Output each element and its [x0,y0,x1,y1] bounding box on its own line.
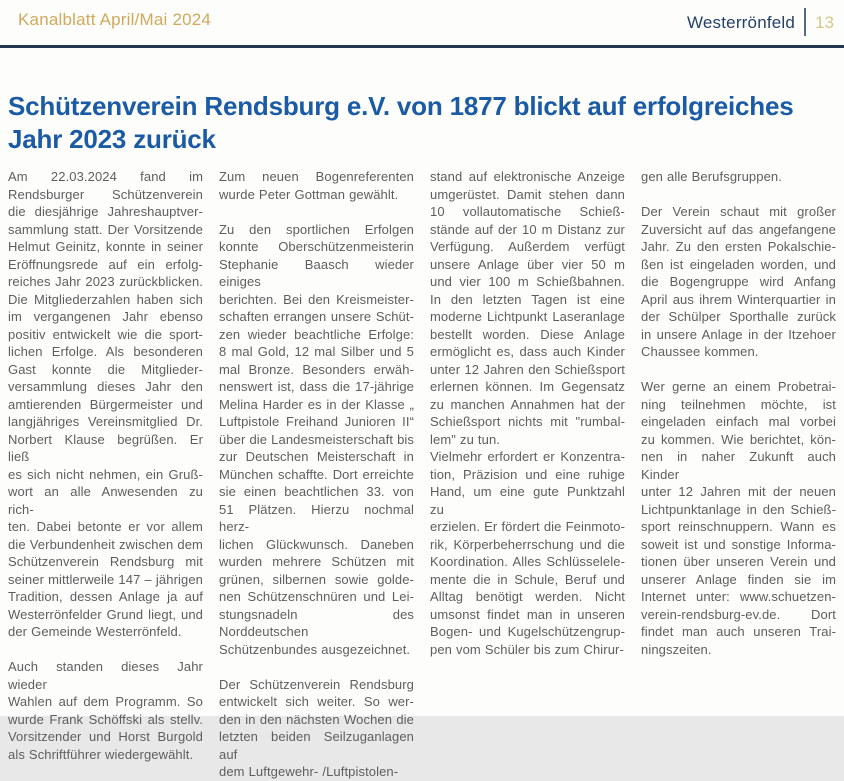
text-line: Gast konnte die Mitglieder- [8,361,203,377]
article-columns [0,168,844,781]
text-line: stände auf der 10 m Distanz zur [430,221,625,237]
text-line: Zum neuen Bogenreferenten [219,169,414,184]
text-line: bestellt worden. Diese Anlage [430,326,625,342]
paragraph [8,658,203,763]
text-line: amtierenden Bürgermeister und [8,396,203,412]
newsletter-title: Kanalblatt April/Mai 2024 [18,10,212,29]
text-line: Die Mitgliederzahlen haben sich [8,291,203,307]
text-line: Zuversicht auf das angefangene [641,221,836,237]
paragraph [641,378,836,658]
text-line: letzten beiden Seilzuganlagen auf [219,729,414,762]
text-line: Wer gerne an einem Probetrai- [641,379,836,394]
text-line: als Schriftführer wiedergewählt. [8,746,194,762]
text-line: unter 12 Jahren mit der neuen [641,484,836,499]
text-line: den in den nächsten Wochen die [219,711,414,727]
text-line: Lichtpunktanlage in den Schieß- [641,501,836,517]
header-right [687,10,834,36]
text-line: ßen ist eingeladen worden, und [641,256,836,272]
text-line: Hand, um eine gute Punktzahl zu [430,484,625,517]
text-line: erzielen. Er fördert die Feinmoto- [430,519,625,534]
paragraph [641,168,836,186]
text-line: eingeladen einfach mal vorbei [641,414,836,429]
text-line: ermöglicht es, dass auch Kinder [430,344,625,359]
article-column-1 [8,168,203,781]
text-line: langjähriges Vereinsmitglied Dr. [8,414,203,429]
text-line: Auch standen dieses Jahr wieder [8,659,203,692]
text-line: In den letzten Tagen ist eine [430,291,625,307]
article-column-4 [641,168,836,781]
text-line: nen in naher Zukunft auch Kinder [641,449,836,482]
text-line: im vergangenen Jahr ebenso [8,309,203,324]
text-line: lem" zu tun. [430,431,500,447]
article-column-2 [219,168,414,781]
text-line: ning teilnehmen möchte, ist [641,396,836,412]
text-line: Zu den sportlichen Erfolgen [219,221,414,237]
text-line: ningszeiten. [641,641,712,657]
text-line: Schießsport nichts mit "rumbal- [430,414,625,429]
text-line: versammlung dieses Jahr den [8,379,203,394]
text-line: die diesjährige Jahreshauptver- [8,204,203,219]
text-line: unserer Anlage finden sie im [641,571,836,587]
text-line: tionen über unseren Verein und [641,554,836,569]
text-line: Vielmehr erfordert er Konzentra- [430,449,625,464]
paragraph [641,203,836,361]
text-line: unsere Anlage über vier 50 m [430,256,625,272]
text-line: Der Schützenverein Rendsburg [219,676,414,692]
text-line: mente die in Schule, Beruf und [430,571,625,587]
paragraph [430,168,625,448]
text-line: Chaussee kommen. [641,344,759,359]
text-line: die Bogengruppe wird Anfang [641,274,836,289]
text-line: schaften errangen unsere Schüt- [219,309,414,324]
text-line: Westerrönfelder Grund liegt, und [8,606,203,622]
text-line: findet man auch unseren Trai- [641,624,836,639]
text-line: sammlung statt. Der Vorsitzende [8,221,203,237]
text-line: die Verbundenheit zwischen dem [8,536,203,552]
text-line: Internet unter: www.schuetzen- [641,589,836,604]
text-line: stand auf elektronische Anzeige [430,169,625,184]
text-line: nen Schützenschnüren und Lei- [219,589,414,604]
text-line: umsonst findet man in unseren [430,606,625,622]
text-line: April aus ihrem Winterquartier in [641,291,836,307]
text-line: soweit ist und sonstige Informa- [641,536,836,552]
text-line: moderne Lichtpunkt Laseranlage [430,309,625,324]
text-line: Stephanie Baasch wieder einiges [219,256,414,289]
location-label: Westerrönfeld [686,13,796,32]
text-line: tion, Präzision und eine ruhige [430,466,625,482]
text-line: Schützenbundes ausgezeichnet. [219,641,411,657]
header-rule [0,45,844,48]
text-line: rik, Körperbeherrschung und die [430,536,625,552]
text-line: zu kommen. Wie berichtet, kön- [641,431,836,447]
text-line: Jahr. Zu den ersten Pokalschie- [641,239,836,254]
text-line: Verfügung. Außerdem verfügt [430,239,625,254]
text-line: konnte Oberschützenmeisterin [219,239,414,254]
text-line: sport reinschnuppern. Wann es [641,519,836,534]
paragraph [430,448,625,658]
text-line: mal Bronze. Besonders erwäh- [219,361,414,377]
paragraph [219,168,414,203]
text-line: erlernen können. Im Gegensatz [430,379,625,394]
paragraph [219,221,414,659]
text-line: Norbert Klause begrüßen. Er ließ [8,431,203,464]
text-line: es sich nicht nehmen, ein Gruß- [8,466,203,482]
text-line: stungsnadeln des Norddeutschen [219,606,414,639]
text-line: ten. Dabei betonte er vor allem [8,519,203,534]
text-line: 51 Plätzen. Hierzu nochmal herz- [219,501,414,534]
text-line: zu manchen Annahmen hat der [430,396,625,412]
text-line: entwickelt sich weiter. So wer- [219,694,414,709]
text-line: sie einen beachtlichen 33. von [219,484,414,499]
text-line: der Gemeinde Westerrönfeld. [8,624,182,639]
text-line: Bogen- und Kugelschützengrup- [430,624,625,639]
text-line: dem Luftgewehr- /Luftpistolen- [219,764,399,779]
text-line: der Schülper Sporthalle zurück [641,309,836,324]
text-line: und vier 100 m Schießbahnen. [430,274,625,289]
text-line: seiner mittlerweile 147 – jährigen [8,571,203,587]
text-line: Alltag benötigt werden. Nicht [430,589,625,604]
page-number: 13 [815,13,834,32]
text-line: grünen, silbernen sowie golde- [219,571,414,587]
article-title: Schützenverein Rendsburg e.V. von 1877 blickt auf erfolgreiches Jahr 2023 zurück [8,91,794,154]
text-line: Vorsitzender und Horst Burgold [8,729,203,744]
text-line: 8 mal Gold, 12 mal Silber und 5 [219,344,414,359]
text-line: Schützenverein Rendsburg mit [8,554,203,569]
text-line: in unsere Anlage in der Itzehoer [641,326,836,342]
text-line: 10 vollautomatische Schieß- [430,204,625,219]
paragraph [219,676,414,781]
text-line: pen vom Schüler bis zum Chirur- [430,641,624,657]
text-line: Helmut Geinitz, konnte in seiner [8,239,203,254]
text-line: zur Deutschen Meisterschaft in [219,449,414,464]
text-line: Am 22.03.2024 fand im [8,169,203,184]
text-line: Tradition, dessen Anlage ja auf [8,589,203,604]
text-line: unter 12 Jahren den Schießsport [430,361,625,377]
text-line: zen wieder beachtliche Erfolge: [219,326,414,342]
text-line: Rendsburger Schützenverein [8,186,203,202]
text-line: Melina Harder es in der Klasse „ [219,396,414,412]
text-line: lichen Glückwunsch. Daneben [219,536,414,552]
text-line: wurde Peter Gottman gewählt. [219,186,399,202]
text-line: über die Landesmeisterschaft bis [219,431,414,447]
text-line: Koordination. Alles Schlüsselele- [430,554,625,569]
text-line: positiv entwickelt wie die sport- [8,326,203,342]
text-line: verein-rendsburg-ev.de. Dort [641,606,836,622]
text-line: Der Verein schaut mit großer [641,204,836,219]
text-line: Wahlen auf dem Programm. So [8,694,203,709]
text-line: Eröffnungsrede auf ein erfolg- [8,256,203,272]
text-line: München schaffte. Dort erreichte [219,466,414,482]
text-line: Luftpistole Freihand Junioren II“ [219,414,414,429]
text-line: gen alle Berufsgruppen. [641,169,782,184]
text-line: wort an alle Anwesenden zu rich- [8,484,203,517]
text-line: lichen Erfolge. Als besonderen [8,344,203,359]
text-line: berichten. Bei den Kreismeister- [219,291,414,307]
page-header [0,0,844,36]
paragraph [8,168,203,641]
text-line: nenswert ist, dass die 17-jährige [219,379,414,394]
text-line: wurde Frank Schöffski als stellv. [8,711,203,727]
text-line: umgerüstet. Damit stehen dann [430,186,625,202]
text-line: wurden mehrere Schützen mit [219,554,414,569]
article-column-3 [430,168,625,781]
text-line: reiches Jahr 2023 zurückblicken. [8,274,203,289]
header-divider [804,8,806,36]
